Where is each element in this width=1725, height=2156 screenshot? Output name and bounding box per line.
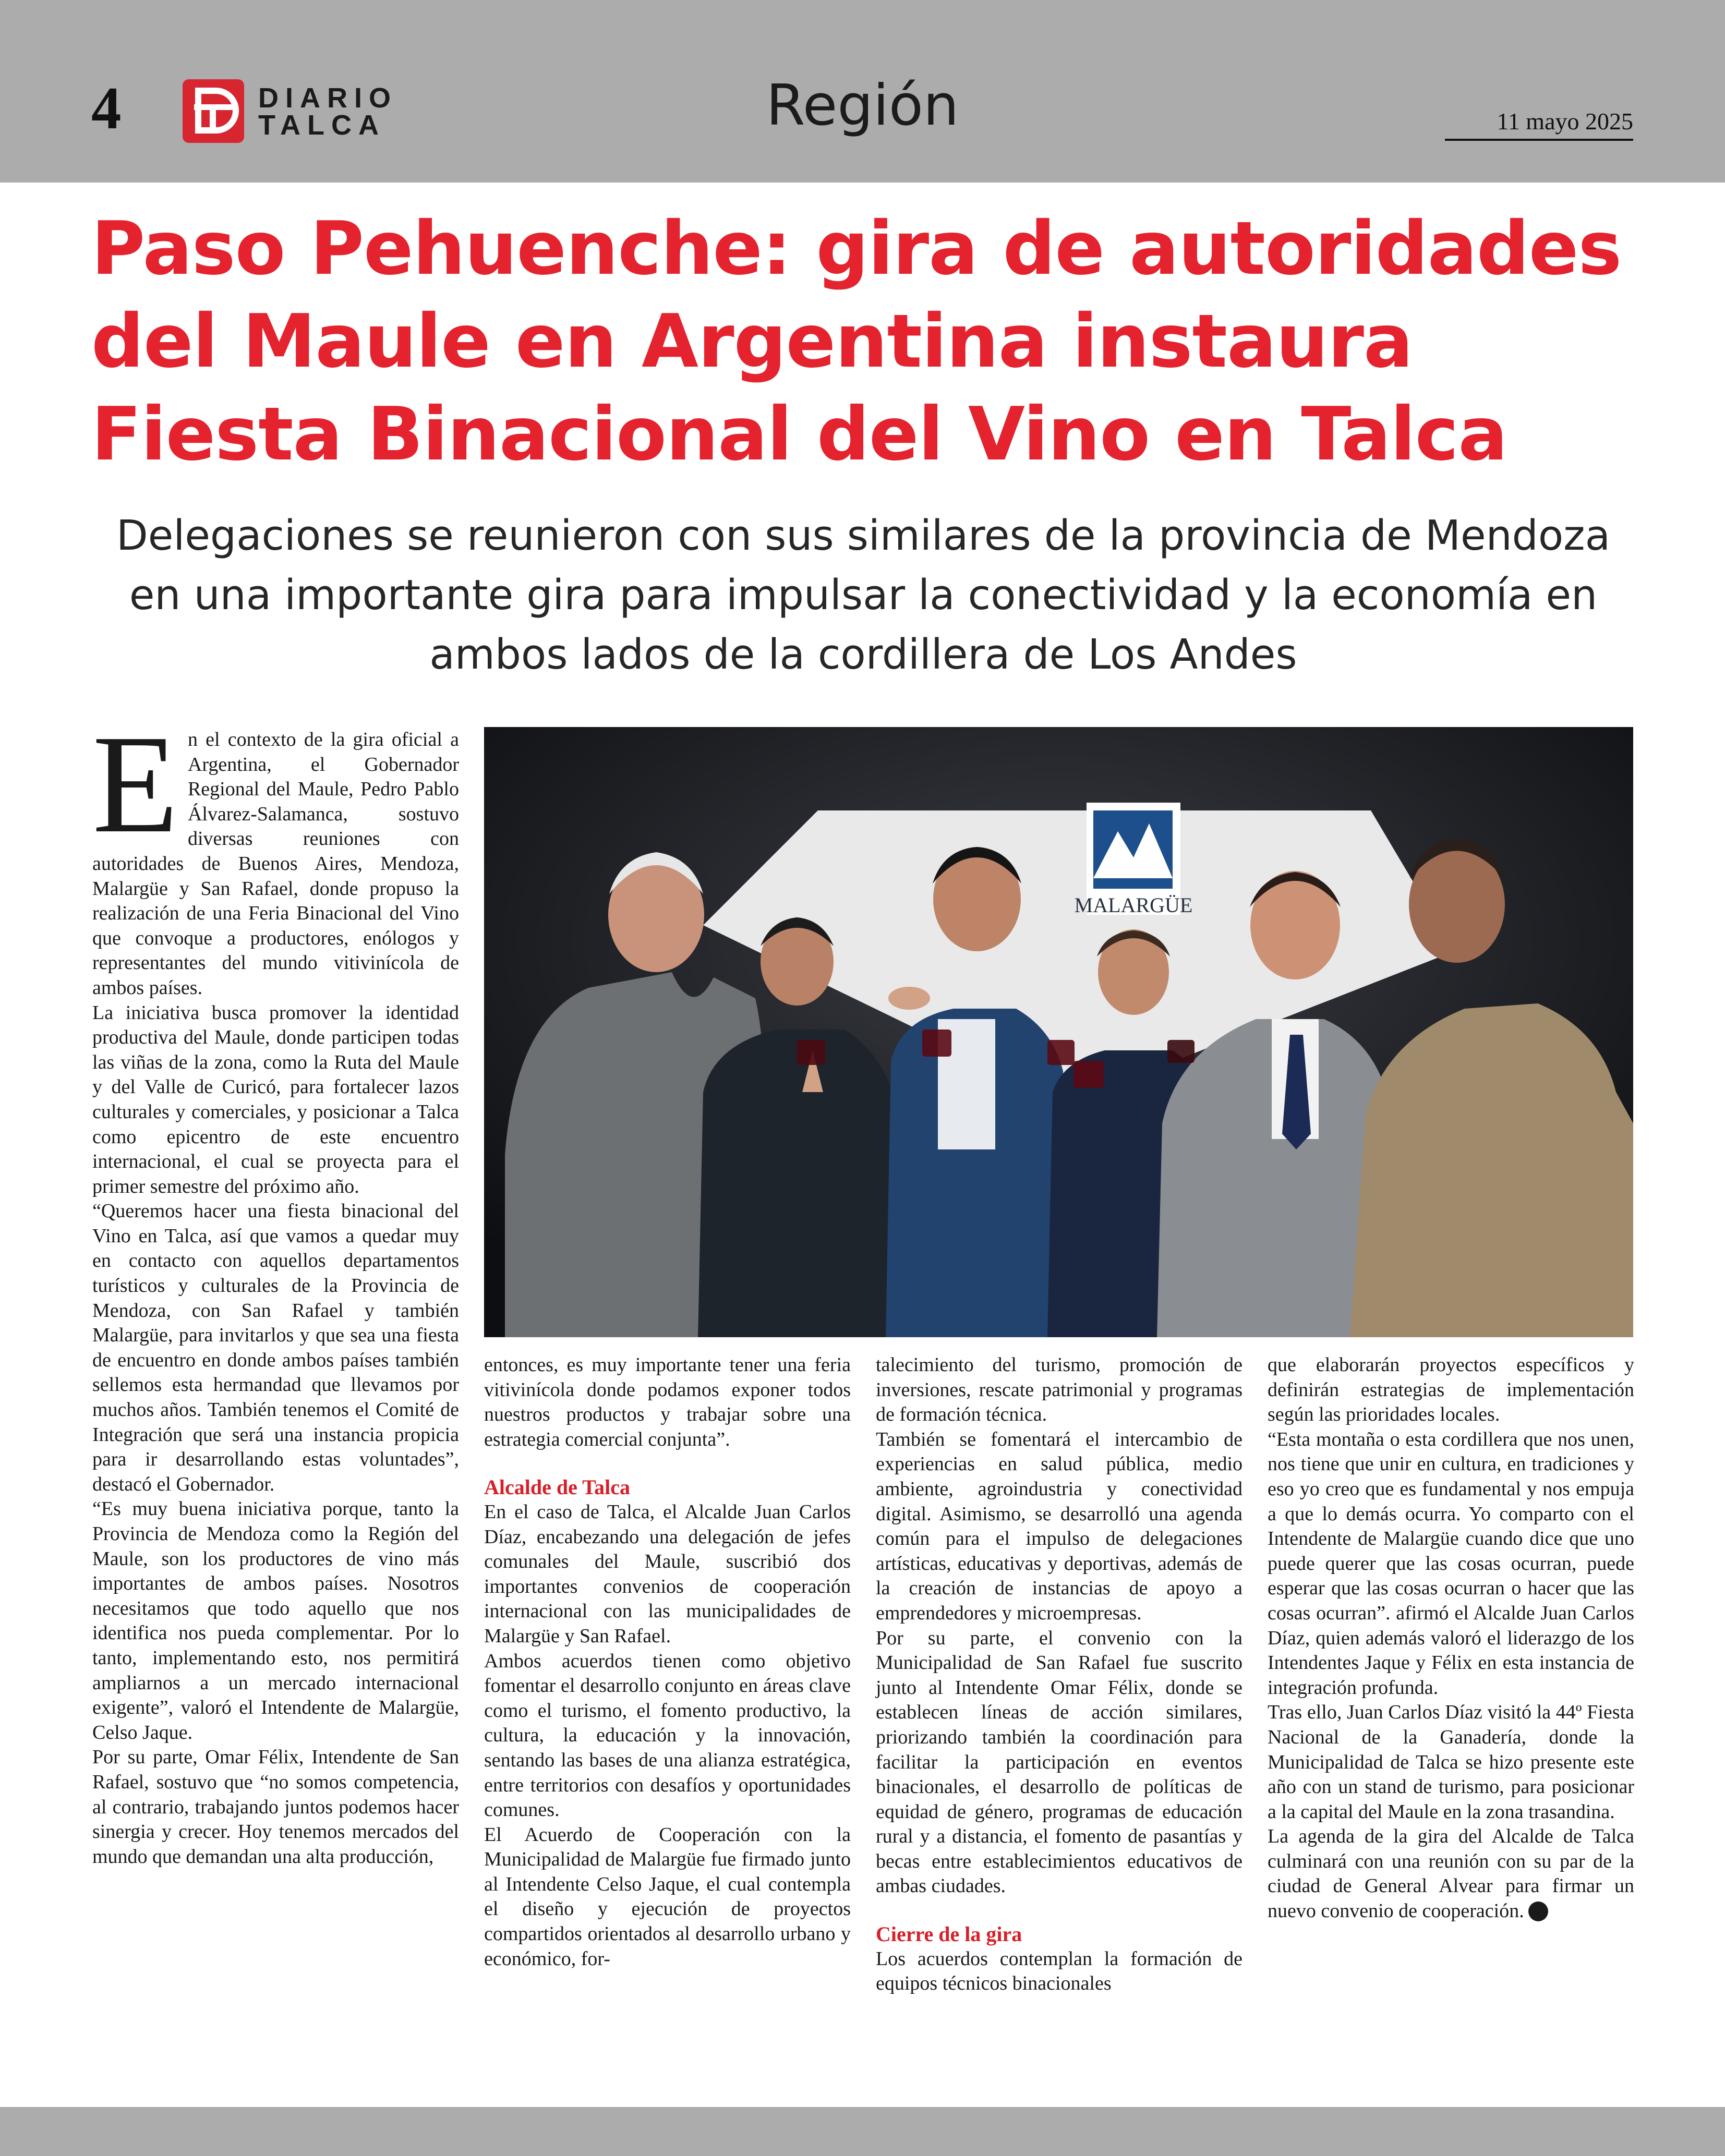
article-headline: Paso Pehuenche: gira de autoridades del Maule en Argentina instaura Fiesta Binacional del Vino en Talca <box>91 206 1622 477</box>
paragraph: “Esta montaña o esta cordillera que nos unen, nos tiene que unir en cultura, en tradiciones y eso yo creo que es fundamental y nos empuja a que lo demás ocurra. Yo comparto con el Intendente de Malargüe cuando dice que uno puede querer que las cosas ocurran, puede esperar que las cosas ocurran o hacer que las cosas ocurran”. afirmó el Alcalde Juan Carlos Díaz, quien además valoró el liderazgo de los Intendentes Jaque y Félix en esta instancia de integración profunda. <box>1268 1428 1634 1699</box>
officials-toasting-photo-icon <box>484 727 1633 1337</box>
paragraph: En el caso de Talca, el Alcalde Juan Carlos Díaz, encabezando una delegación de jefes comunales del Maule, suscribió dos importantes convenios de cooperación internacional con las municipalidades de Malargüe y San Rafael. <box>484 1500 851 1647</box>
paragraph-final <box>1268 1824 1634 1923</box>
paragraph: Los acuerdos contemplan la formación de equipos técnicos binacionales <box>876 1947 1243 1995</box>
paragraph: Por su parte, Omar Félix, Intendente de San Rafael, sostuvo que “no somos competencia, al contrario, trabajando juntos podemos hacer sinergia y crecer. Hoy tenemos mercados del mundo que demandan una alta producción, <box>92 1746 459 1868</box>
malargue-sign: MALARGÜE <box>1074 893 1193 917</box>
end-of-article-dot-icon <box>1528 1901 1548 1921</box>
logo-line-2: TALCA <box>258 110 385 141</box>
page-footer-bar <box>0 2107 1725 2156</box>
paragraph: n el contexto de la gira oficial a Argentina, el Gobernador Regional del Maule, Pedro Pablo Álvarez-Salamanca, sostuvo diversas reuniones con autoridades de Buenos Aires, Mendoza, Malargüe y San Rafael, donde propuso la realización de una Feria Binacional del Vino que convoque a productores, enólogos y representantes del mundo vitivinícola de ambos países. <box>92 729 459 999</box>
article-column-3 <box>876 1353 1243 1996</box>
final-paragraph-text: La agenda de la gira del Alcalde de Talca culminará con una reunión con su par de la ciudad de General Alvear para firmar un nuevo convenio de cooperación. <box>1268 1825 1634 1922</box>
paragraph: Tras ello, Juan Carlos Díaz visitó la 44º Fiesta Nacional de la Ganadería, donde la Municipalidad de Talca se hizo presente este año con un stand de turismo, para posicionar a la capital del Maule en la zona trasandina. <box>1268 1701 1634 1823</box>
paragraph: “Queremos hacer una fiesta binacional del Vino en Talca, así que vamos a quedar muy en contacto con aquellos departamentos turísticos y culturales de la Provincia de Mendoza, con San Rafael y también Malargüe, para invitarlos y que sea una fiesta de encuentro en donde ambos países también sellemos esta hermandad que llevamos por muchos años. También tenemos el Comité de Integración que será una instancia propicia para ir desarrollando estas voluntades”, destacó el Gobernador. <box>92 1200 459 1495</box>
subheading-alcalde: Alcalde de Talca <box>484 1475 631 1499</box>
paragraph: Por su parte, el convenio con la Municipalidad de San Rafael fue suscrito junto al Intendente Omar Félix, donde se establecen líneas de acción similares, priorizando también la coordinación para facilitar la participación en eventos binacionales, el desarrollo de políticas de equidad de género, programas de educación rural y a distancia, el fomento de pasantías y becas entre establecimientos educativos de ambas ciudades. <box>876 1627 1243 1897</box>
article-photo <box>484 727 1633 1337</box>
paragraph: que elaborarán proyectos específicos y definirán estrategias de implementación según las prioridades locales. <box>1268 1354 1634 1426</box>
article-column-4 <box>1268 1353 1634 1924</box>
paragraph: talecimiento del turismo, promoción de inversiones, rescate patrimonial y programas de formación técnica. <box>876 1354 1243 1426</box>
page-number: 4 <box>91 75 122 141</box>
section-title: Región <box>766 73 959 138</box>
paragraph: “Es muy buena iniciativa porque, tanto la Provincia de Mendoza como la Región del Maule, son los productores de vino más importantes de ambos países. Nosotros necesitamos que todo aquello que nos identifica nos pueda complementar. Por lo tanto, implementando esto, nos permitirá ampliarnos a un mercado internacional exigente”, valoró el Intendente de Malargüe, Celso Jaque. <box>92 1498 459 1743</box>
paragraph: El Acuerdo de Cooperación con la Municipalidad de Malargüe fue firmado junto al Intendente Celso Jaque, el cual contempla el diseño y ejecución de proyectos compartidos orientados al desarrollo urbano y económico, for- <box>484 1823 851 1970</box>
paragraph: La iniciativa busca promover la identidad productiva del Maule, donde participen todas las viñas de la zona, como la Ruta del Maule y del Valle de Curicó, para fortalecer lazos culturales y comerciales, y posicionar a Talca como epicentro de este encuentro internacional, el cual se proyecta para el primer semestre del próximo año. <box>92 1001 459 1197</box>
paragraph: También se fomentará el intercambio de experiencias en salud pública, medio ambiente, agroindustria y conectividad digital. Asimismo, se desarrolló una agenda común para el impulso de delegaciones artísticas, educativas y deportivas, además de la creación de instancias de apoyo a emprendedores y microempresas. <box>876 1428 1243 1624</box>
paragraph: entonces, es muy importante tener una feria vitivinícola donde podamos exponer todos nuestros productos y trabajar sobre una estrategia comercial conjunta”. <box>484 1354 851 1450</box>
drop-cap: E <box>92 706 178 862</box>
article-column-1 <box>92 706 459 1869</box>
logo-line-1: DIARIO <box>258 82 397 114</box>
article-deck: Delegaciones se reunieron con sus similares de la provincia de Mendoza en una importante gira para impulsar la conectividad y la economía en ambos lados de la cordillera de Los Andes <box>116 512 1611 679</box>
article-column-2 <box>484 1353 851 1971</box>
date-underline <box>1445 139 1633 141</box>
paragraph: Ambos acuerdos tienen como objetivo fomentar el desarrollo conjunto en áreas clave como el turismo, el fomento productivo, la cultura, la educación y la innovación, sentando las bases de una alianza estratégica, entre territorios con desafíos y oportunidades comunes. <box>484 1650 851 1821</box>
issue-date: 11 mayo 2025 <box>1497 108 1633 135</box>
subheading-cierre: Cierre de la gira <box>876 1922 1022 1946</box>
